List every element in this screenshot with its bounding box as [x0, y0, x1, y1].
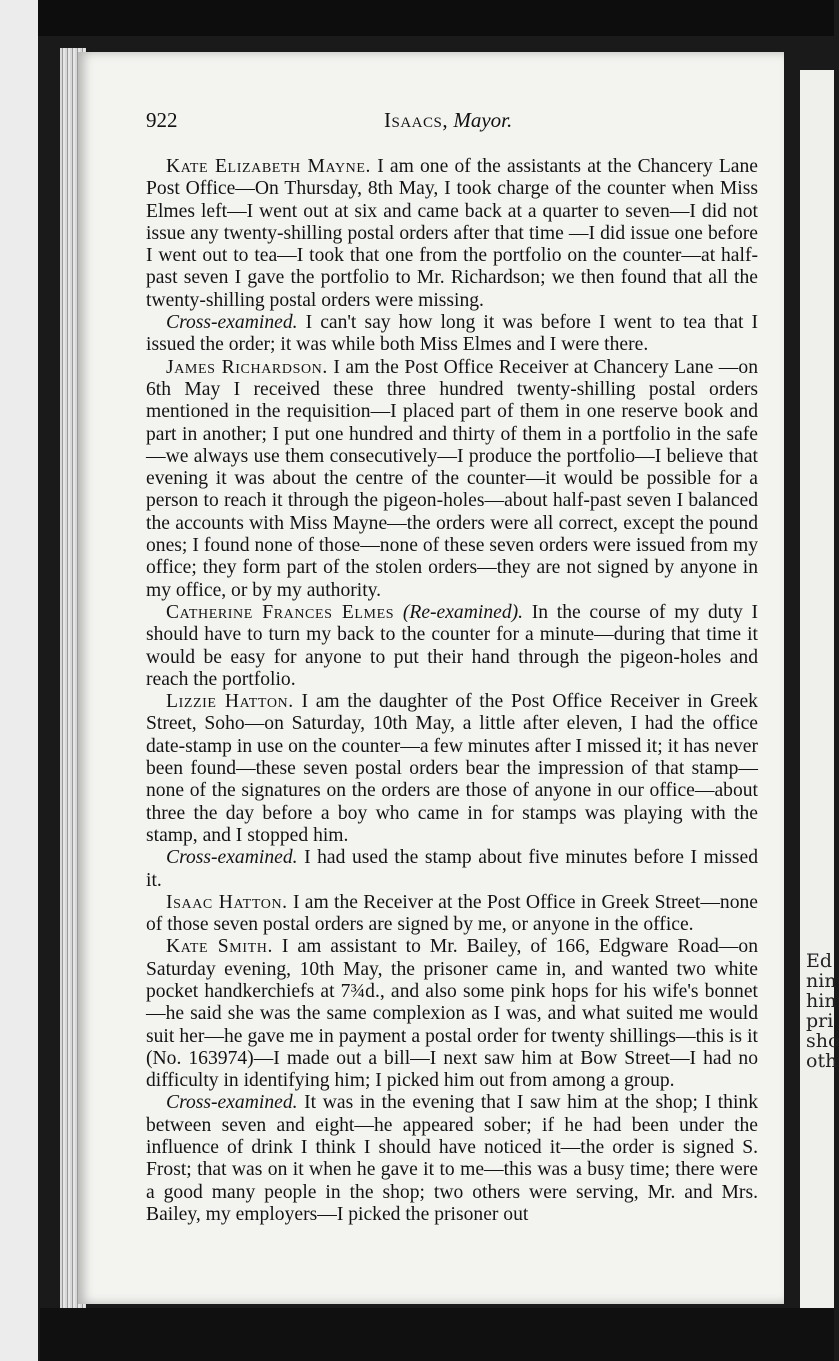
facing-fragment: sho	[806, 1030, 839, 1052]
facing-fragment: pri	[806, 1010, 834, 1032]
testimony-paragraph	[146, 357, 758, 602]
testimony-paragraph	[146, 312, 758, 357]
testimony-paragraph	[146, 847, 758, 892]
scan-top-edge	[38, 0, 834, 36]
running-title-name: Isaacs,	[384, 108, 449, 132]
cross-examined-label: Cross-examined.	[166, 847, 298, 869]
testimony-body	[146, 156, 758, 1226]
witness-name: James Richardson.	[166, 356, 328, 378]
witness-name: Kate Elizabeth Mayne.	[166, 156, 372, 177]
testimony-paragraph	[146, 1092, 758, 1226]
testimony-text: In the course of my duty I should have to turn my back to the counter for a minute—during that time it would be easy for anyone to put their hand through the pigeon-holes and reach the portfolio.	[146, 601, 758, 690]
facing-page-edge	[800, 70, 839, 1310]
witness-name: Catherine Frances Elmes	[166, 601, 395, 623]
running-header	[146, 108, 766, 134]
testimony-paragraph	[146, 156, 758, 312]
testimony-text: I had used the stamp about five minutes before I missed it.	[146, 847, 758, 891]
facing-fragment: Ed	[806, 950, 833, 972]
running-title	[384, 108, 512, 133]
testimony-text: I am assistant to Mr. Bailey, of 166, Edgware Road—on Saturday evening, 10th May, the prisoner came in, and wanted two white pocket handkerchiefs at 7¾d., and also some pink hops for his wife's bonnet—he said she was the same complexion as I was, and what suited me would suit her—he gave me in payment a postal order for twenty shillings—this is it (No. 163974)—I made out a bill—I next saw him at Bow Street—I had no difficulty in identifying him; I picked him out from among a group.	[146, 936, 758, 1092]
cross-examined-label: Cross-examined.	[166, 1092, 298, 1114]
testimony-text: It was in the evening that I saw him at the shop; I think between seven and eight—he appeared sober; if he had been under the influence of drink I think I should have noticed it—the order is signed S. Frost; that was on it when he gave it to me—this was a busy time; there were a good many people in the shop; two others were serving, Mr. and Mrs. Bailey, my employers—I picked the prisoner out	[146, 1092, 758, 1225]
testimony-text: I am the Receiver at the Post Office in Greek Street—none of those seven postal orders are signed by me, or anyone in the office.	[146, 891, 758, 936]
testimony-paragraph	[146, 691, 758, 847]
cross-examined-label: Cross-examined.	[166, 312, 298, 334]
testimony-paragraph	[146, 602, 758, 691]
testimony-paragraph	[146, 892, 758, 937]
testimony-paragraph	[146, 936, 758, 1092]
facing-fragment: oth	[806, 1050, 838, 1072]
facing-fragment: hin	[806, 990, 837, 1012]
testimony-text: I am the daughter of the Post Office Receiver in Greek Street, Soho—on Saturday, 10th May, a little after eleven, I had the office date-stamp in use on the counter—a few minutes after I missed it; it has never been found—these seven postal orders bear the impression of that stamp—none of the signatures on the orders are those of anyone in our office—about three the day before a boy who came in for stamps was playing with the stamp, and I stopped him.	[146, 691, 758, 846]
re-examined-label: (Re-examined).	[402, 601, 524, 623]
witness-name: Lizzie Hatton.	[166, 691, 294, 713]
running-title-suffix: Mayor.	[453, 108, 513, 132]
testimony-text: I can't say how long it was before I went to tea that I issued the order; it was while both Miss Elmes and I were there.	[146, 312, 758, 356]
page-number: 922	[146, 108, 178, 132]
witness-name: Kate Smith.	[166, 936, 273, 958]
scan-bottom-edge	[40, 1308, 834, 1361]
witness-name: Isaac Hatton.	[166, 891, 288, 913]
scan-left-margin	[0, 0, 38, 1361]
testimony-text: I am one of the assistants at the Chancery Lane Post Office—On Thursday, 8th May, I took charge of the counter when Miss Elmes left—I went out at six and came back at a quarter to seven—I did not issue any twenty-shilling postal orders after that time —I did issue one before I went out to tea—I took that one from the portfolio on the counter—at half-past seven I gave the portfolio to Mr. Richardson; we then found that all the twenty-shilling postal orders were missing.	[146, 156, 758, 311]
facing-fragment: nin	[806, 970, 837, 992]
testimony-text: I am the Post Office Receiver at Chancery Lane —on 6th May I received these three hundred twenty-shilling postal orders mentioned in the requisition—I placed part of them in one reserve book and part in another; I put one hundred and thirty of them in a portfolio in the safe—we always use them consecutively—I produce the portfolio—I believe that evening it was about the centre of the counter—it would be possible for a person to reach it through the pigeon-holes—about half-past seven I balanced the accounts with Miss Mayne—the orders were all correct, except the pound ones; I found none of those—none of these seven orders were issued from my office; they form part of the stolen orders—they are not signed by anyone in my office, or by my authority.	[146, 356, 758, 601]
